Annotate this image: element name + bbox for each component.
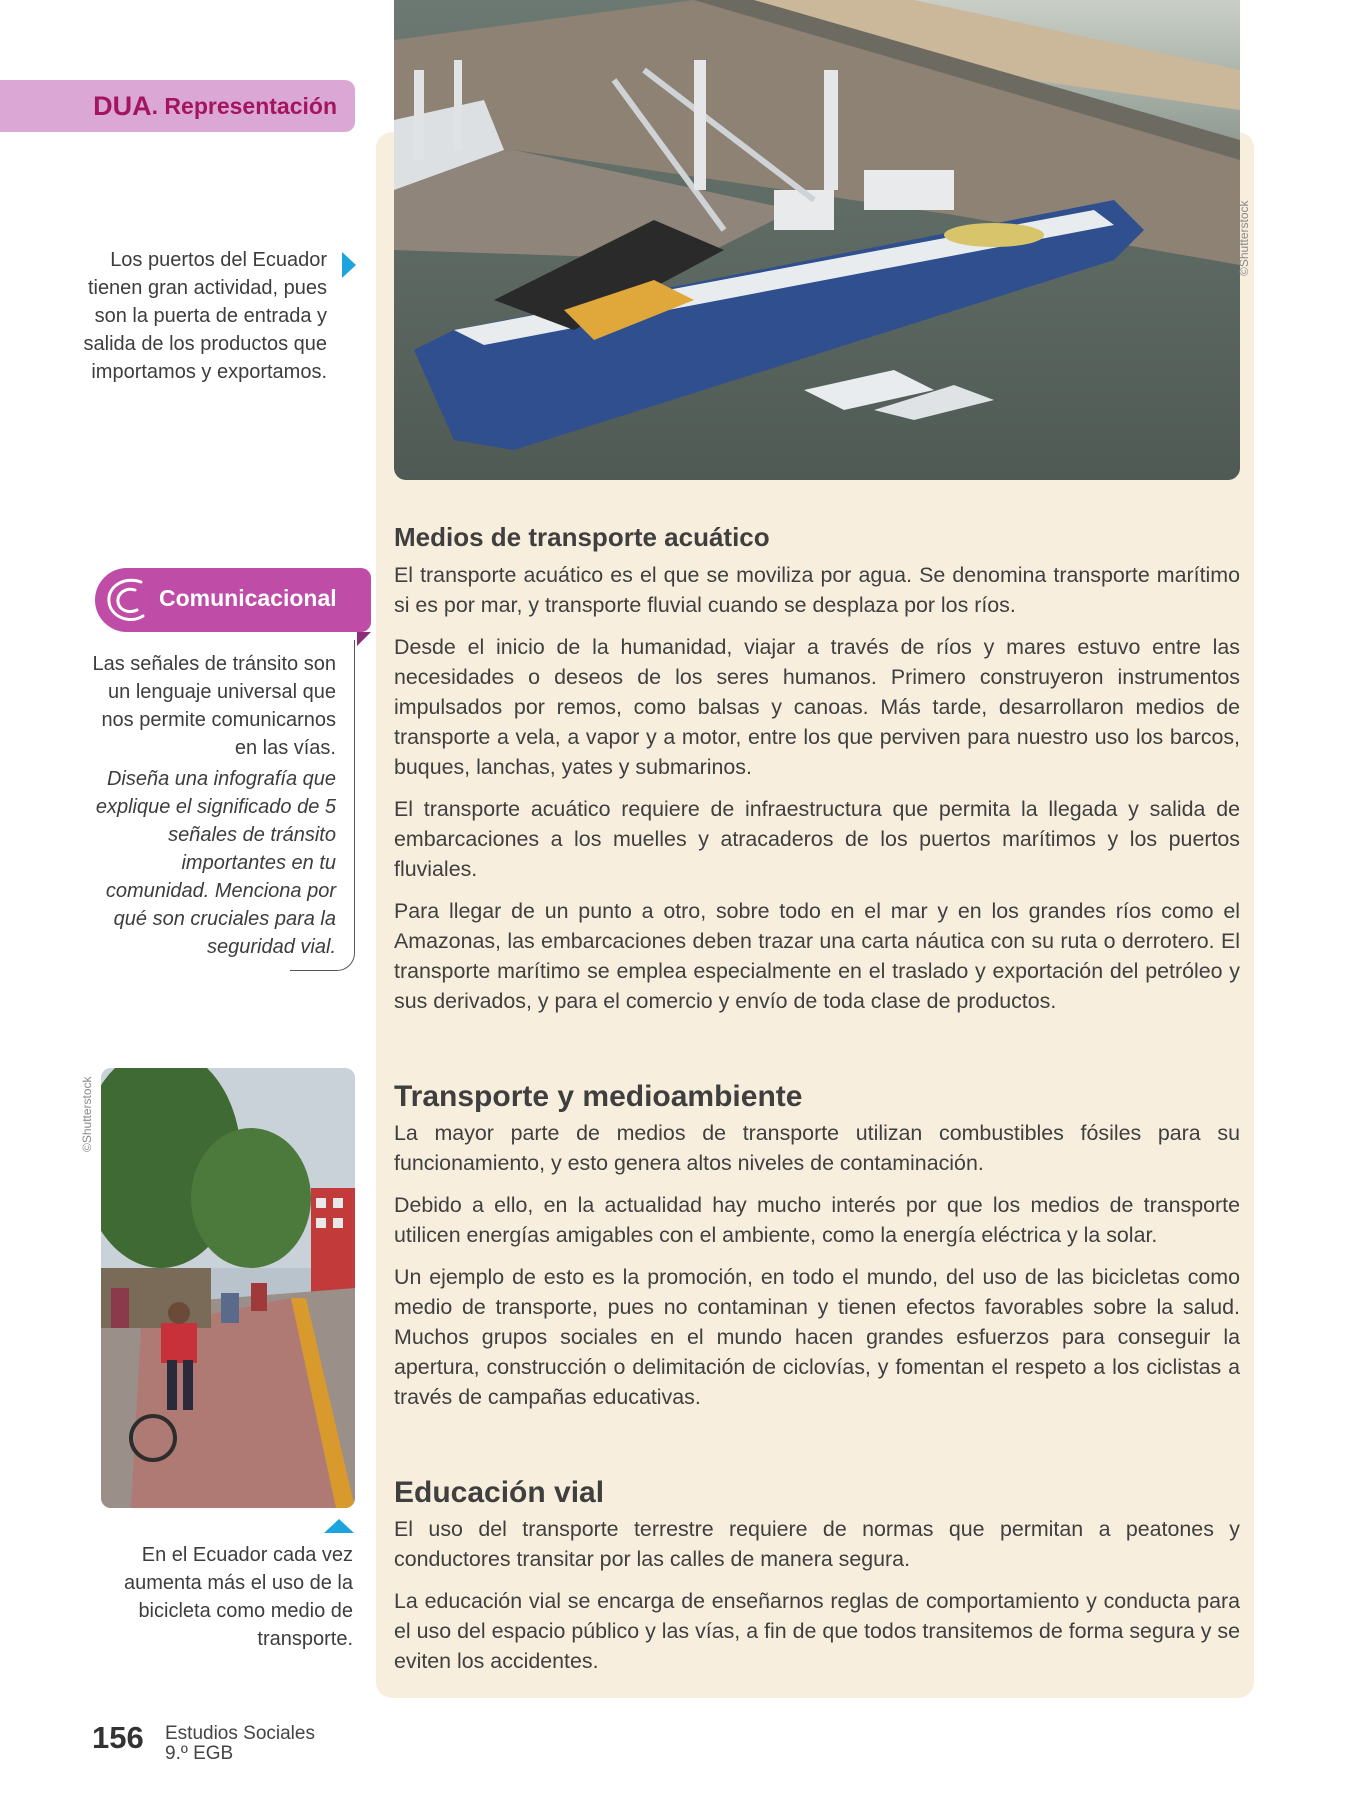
paragraph: El uso del transporte terrestre requiere de normas que permitan a peatones y conductores transitar por las calles de manera segura. xyxy=(394,1517,1240,1571)
section-transporte-acuatico xyxy=(394,560,1240,1028)
paragraph: La mayor parte de medios de transporte utilizan combustibles fósiles para su funcionamiento, y esto genera altos niveles de contaminación. xyxy=(394,1121,1240,1175)
paragraph: El transporte acuático requiere de infraestructura que permita la llegada y salida de embarcaciones a los muelles y atracaderos de los puertos marítimos y los puertos fluviales. xyxy=(394,797,1240,881)
dua-representacion-label: . Representación xyxy=(151,92,337,119)
comunicacional-tab xyxy=(95,568,371,632)
cyclists-photo xyxy=(101,1068,355,1508)
harbor-ship-photo xyxy=(394,0,1240,480)
dua-representacion-tab xyxy=(0,80,355,132)
dua-label: DUA xyxy=(93,90,152,121)
tab-fold xyxy=(357,632,371,646)
paragraph: Debido a ello, en la actualidad hay mucho interés por que los medios de transporte utilicen energías amigables con el ambiente, como la energía eléctrica y la solar. xyxy=(394,1193,1240,1247)
footer-subject xyxy=(165,1724,315,1764)
comunicacional-text: Las señales de tránsito son un lenguaje universal que nos permite comunicarnos en las vías. xyxy=(92,653,336,759)
grade-label: 9.º EGB xyxy=(165,1743,234,1764)
paragraph: Desde el inicio de la humanidad, viajar a través de ríos y mares estuvo entre las necesidades o deseos de los seres humanos. Primero construyeron instrumentos impulsados por remos, como balsas y canoas. Más tarde, desarrollaron medios de transporte a vela, a vapor y a motor, entre los que perviven para nuestro uso los barcos, buques, lanchas, yates y submarinos. xyxy=(394,635,1240,779)
paragraph: Para llegar de un punto a otro, sobre todo en el mar y en los grandes ríos como el Amazonas, las embarcaciones deben trazar una carta náutica con su ruta o derrotero. El transporte marítimo se emplea especialmente en el traslado y exportación del petróleo y sus derivados, y para el comercio y envío de toda clase de productos. xyxy=(394,899,1240,1013)
heading-educacion-vial: Educación vial xyxy=(394,1475,605,1509)
comunicacional-label: Comunicacional xyxy=(159,585,337,611)
comunicacional-icon xyxy=(97,572,157,630)
paragraph: La educación vial se encarga de enseñarnos reglas de comportamiento y conducta para el uso del espacio público y las vías, a fin de que todos transitemos de forma segura y se eviten los accidentes. xyxy=(394,1589,1240,1673)
caption-pointer-up-icon xyxy=(324,1519,354,1533)
port-caption: Los puertos del Ecuador tienen gran actividad, pues son la puerta de entrada y salida de los productos que importamos y exportamos. xyxy=(83,249,327,383)
section-medioambiente xyxy=(394,1118,1240,1424)
page-number: 156 xyxy=(92,1720,144,1755)
bike-photo-credit: ©Shutterstock xyxy=(80,1076,94,1152)
paragraph: El transporte acuático es el que se moviliza por agua. Se denomina transporte marítimo si es por mar, y transporte fluvial cuando se desplaza por los ríos. xyxy=(394,563,1240,617)
heading-medioambiente: Transporte y medioambiente xyxy=(394,1079,803,1113)
heading-transporte-acuatico: Medios de transporte acuático xyxy=(394,521,770,552)
bike-caption: En el Ecuador cada vez aumenta más el uso de la bicicleta como medio de transporte. xyxy=(123,1544,353,1650)
paragraph: Un ejemplo de esto es la promoción, en todo el mundo, del uso de las bicicletas como medio de transporte, pues no contaminan y tienen efectos favorables sobre la salud. Muchos grupos sociales en el mundo hacen grandes esfuerzos para conseguir la apertura, construcción o delimitación de ciclovías, y fomentan el respeto a los ciclistas a través de campañas educativas. xyxy=(394,1265,1240,1409)
caption-pointer-right-icon xyxy=(342,252,356,278)
comunicacional-task: Diseña una infografía que explique el significado de 5 señales de tránsito importantes en tu comunidad. Menciona por qué son cruciales para la seguridad vial. xyxy=(95,768,336,958)
subject-name: Estudios Sociales xyxy=(165,1723,315,1744)
section-educacion-vial xyxy=(394,1514,1240,1688)
harbor-photo-credit: ©Shutterstock xyxy=(1237,200,1251,276)
